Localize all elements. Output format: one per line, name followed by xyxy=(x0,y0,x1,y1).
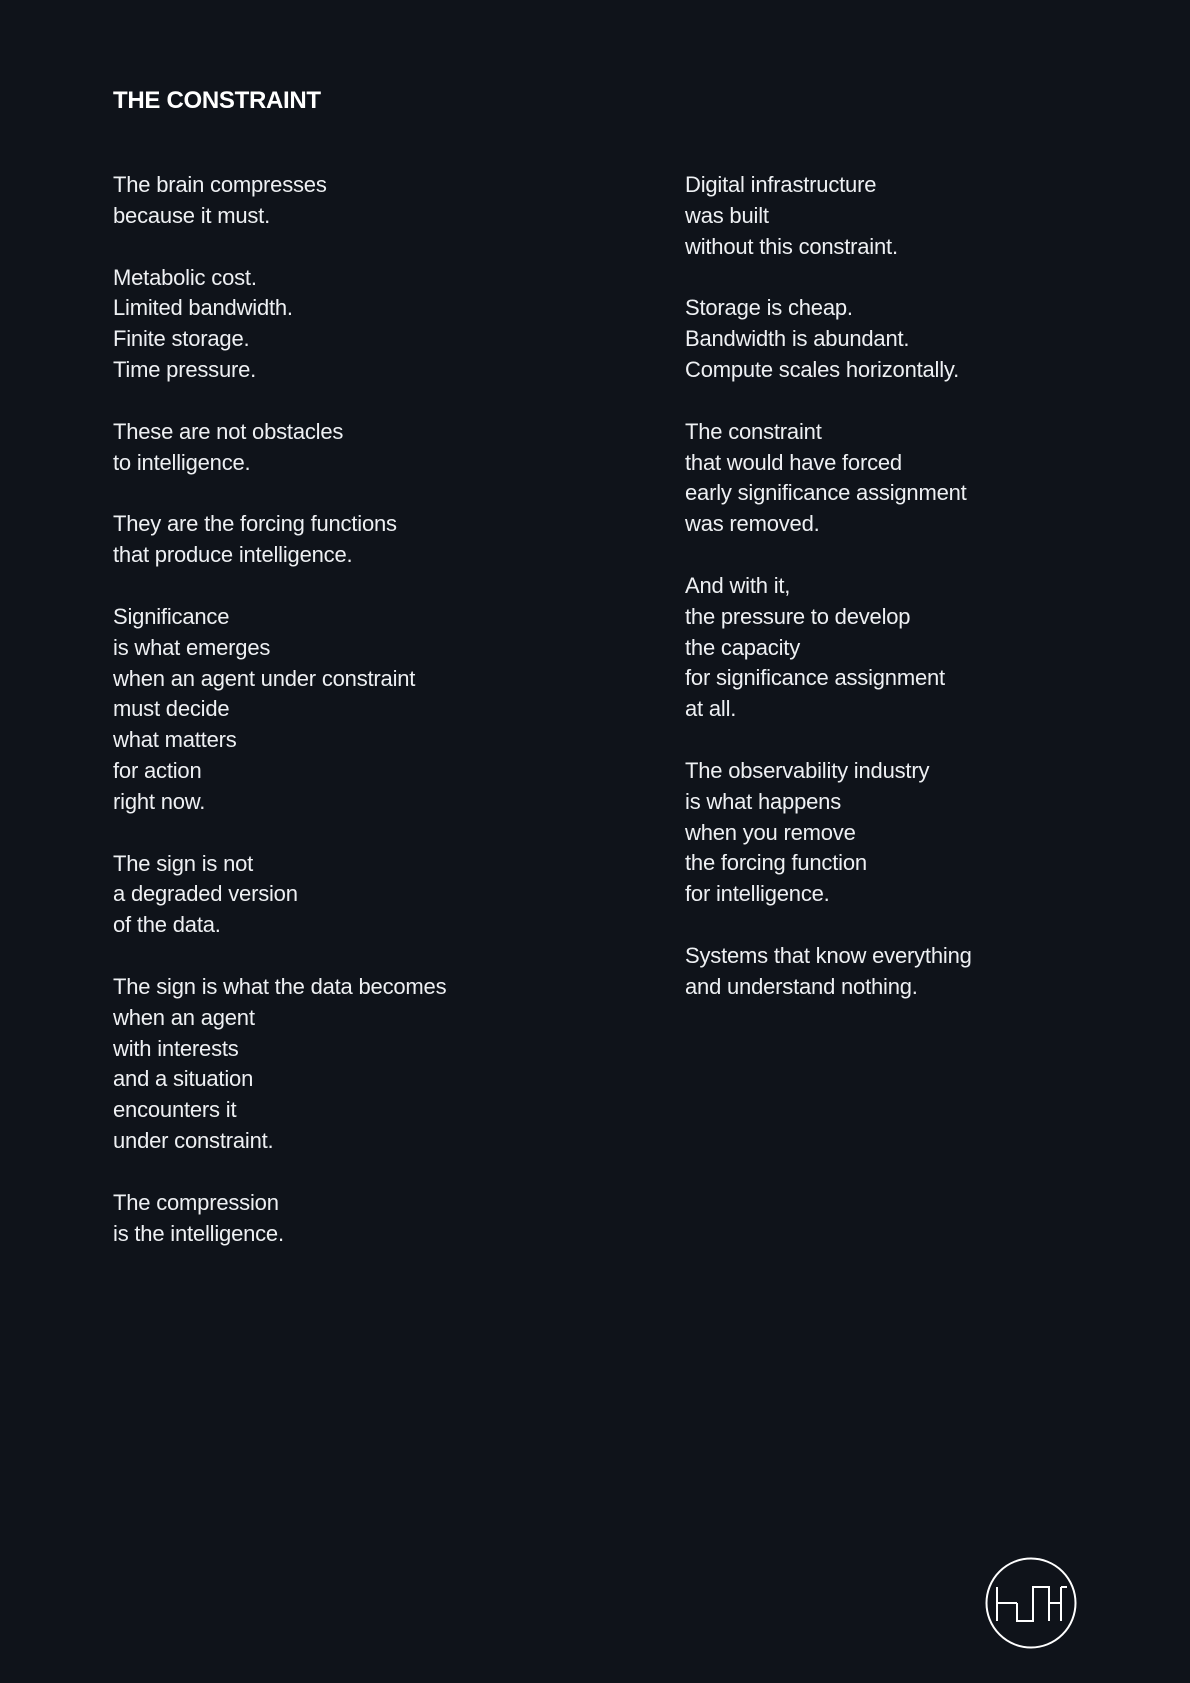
text-line: was removed. xyxy=(685,511,820,537)
text-line: and a situation xyxy=(113,1066,254,1092)
text-line: when you remove xyxy=(685,819,856,845)
text-line: Time pressure. xyxy=(113,356,257,382)
text-line: encounters it xyxy=(113,1097,237,1123)
text-line: must decide xyxy=(113,696,230,722)
text-line: for action xyxy=(113,757,202,783)
text-line: because it must. xyxy=(113,202,270,228)
text-line: early significance assignment xyxy=(685,480,967,506)
text-line: for significance assignment xyxy=(685,665,945,691)
stanza xyxy=(113,263,593,386)
stanza xyxy=(113,1188,593,1250)
text-line: The sign is not xyxy=(113,850,254,876)
text-line: Limited bandwidth. xyxy=(113,295,293,321)
text-line: the capacity xyxy=(685,634,801,660)
stanza xyxy=(113,509,593,571)
text-line: Systems that know everything xyxy=(685,942,972,968)
text-line: is what happens xyxy=(685,788,841,814)
right-column xyxy=(685,170,1165,1034)
text-line: that produce intelligence. xyxy=(113,542,353,568)
text-line: is the intelligence. xyxy=(113,1220,284,1246)
left-column xyxy=(113,170,593,1280)
text-line: Compute scales horizontally. xyxy=(685,356,960,382)
text-line: is what emerges xyxy=(113,634,271,660)
stanza xyxy=(113,972,593,1157)
text-line: and understand nothing. xyxy=(685,973,918,999)
logo-icon xyxy=(985,1557,1077,1649)
stanza xyxy=(113,170,593,232)
text-line: Bandwidth is abundant. xyxy=(685,326,910,352)
text-line: when an agent under constraint xyxy=(113,665,416,691)
text-line: Storage is cheap. xyxy=(685,295,853,321)
text-line: The constraint xyxy=(685,418,822,444)
stanza xyxy=(113,602,593,818)
text-line: Significance xyxy=(113,603,230,629)
text-line: at all. xyxy=(685,696,737,722)
text-line: a degraded version xyxy=(113,881,298,907)
text-line: The brain compresses xyxy=(113,172,327,197)
text-line: was built xyxy=(685,202,769,228)
text-line: the pressure to develop xyxy=(685,603,911,629)
text-line: of the data. xyxy=(113,912,221,938)
text-line: The compression xyxy=(113,1189,279,1215)
stanza xyxy=(685,417,1165,540)
text-line: right now. xyxy=(113,788,206,814)
text-line: Digital infrastructure xyxy=(685,172,877,197)
text-line: They are the forcing functions xyxy=(113,511,397,537)
text-line: And with it, xyxy=(685,572,791,598)
stanza xyxy=(685,756,1165,910)
text-line: under constraint. xyxy=(113,1127,274,1153)
text-line: These are not obstacles xyxy=(113,418,344,444)
text-line: Finite storage. xyxy=(113,326,250,352)
stanza xyxy=(685,571,1165,725)
stanza xyxy=(113,417,593,479)
text-line: to intelligence. xyxy=(113,449,251,475)
text-line: The observability industry xyxy=(685,757,930,783)
text-line: with interests xyxy=(113,1035,239,1061)
stanza xyxy=(685,170,1165,262)
text-line: without this constraint. xyxy=(685,233,898,259)
text-line: that would have forced xyxy=(685,449,902,475)
stanza xyxy=(685,293,1165,385)
text-line: for intelligence. xyxy=(685,881,830,907)
text-line: what matters xyxy=(113,727,237,753)
text-line: the forcing function xyxy=(685,850,867,876)
text-line: Metabolic cost. xyxy=(113,264,257,290)
text-line: when an agent xyxy=(113,1004,255,1030)
stanza xyxy=(685,941,1165,1003)
page-title: THE CONSTRAINT xyxy=(113,87,321,114)
text-line: The sign is what the data becomes xyxy=(113,973,447,999)
stanza xyxy=(113,849,593,941)
